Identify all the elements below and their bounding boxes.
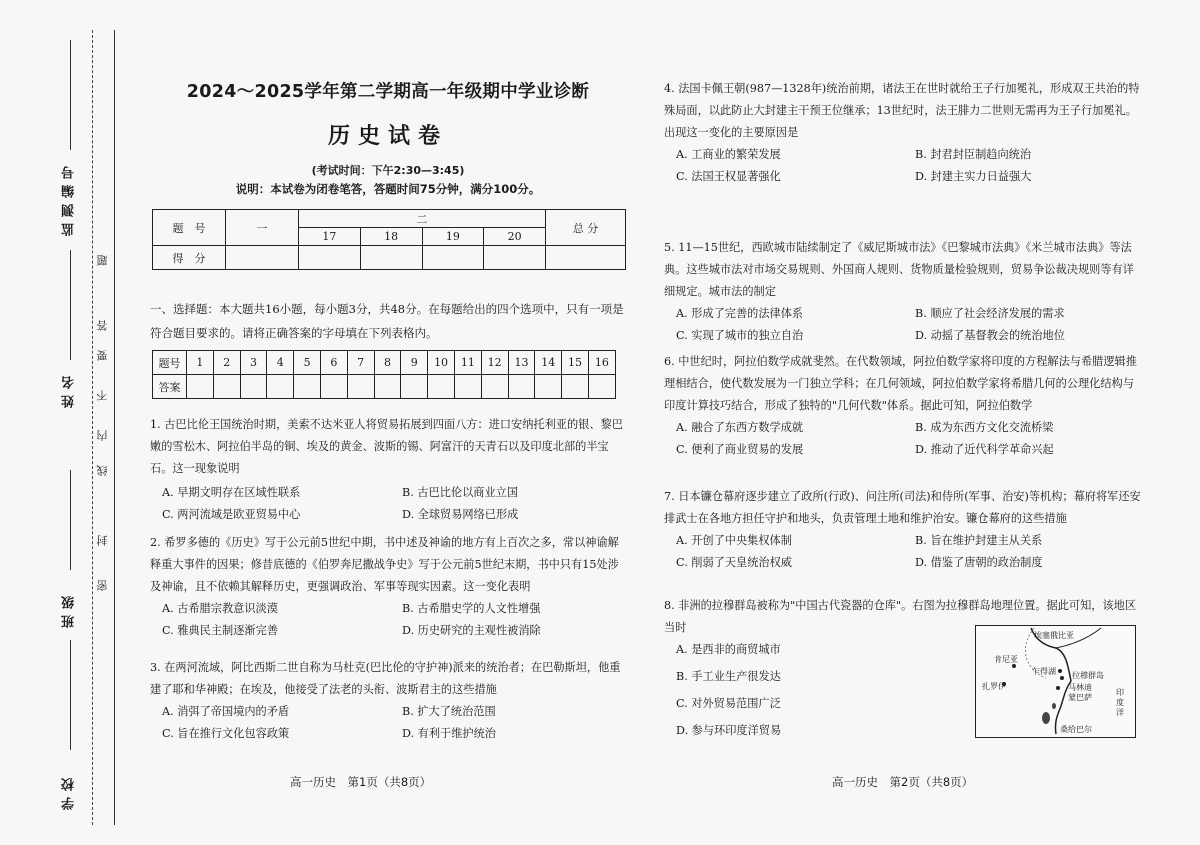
score-header-total: 总 分 — [546, 210, 626, 246]
option-a[interactable]: A. 早期文明存在区域性联系 — [162, 486, 301, 499]
map-label: 乍得湖 — [1032, 667, 1056, 676]
exam-time: (考试时间：下午2:30—3:45) — [311, 164, 465, 177]
score-cell[interactable] — [484, 246, 546, 270]
answer-input-cell[interactable] — [240, 375, 267, 399]
answer-number-cell: 5 — [294, 351, 321, 375]
answer-number-cell: 16 — [588, 351, 615, 375]
question-1 — [150, 414, 630, 526]
option-d[interactable]: D. 封建主实力日益强大 — [915, 170, 1032, 183]
map-label: 肯尼亚 — [994, 655, 1018, 664]
seal-text: 密 — [96, 580, 109, 591]
answer-number-cell: 6 — [320, 351, 347, 375]
map-label: 蒙巴萨 — [1068, 693, 1092, 702]
answer-header-tihao: 题号 — [153, 351, 187, 375]
answer-input-cell[interactable] — [562, 375, 589, 399]
option-c[interactable]: C. 实现了城市的独立自治 — [676, 329, 804, 342]
page-header — [148, 78, 628, 197]
option-b[interactable]: B. 古巴比伦以商业立国 — [402, 486, 519, 499]
map-label: 桑给巴尔 — [1060, 725, 1092, 734]
score-col: 20 — [484, 228, 546, 246]
question-6 — [664, 351, 1142, 461]
subject-title: 历史试卷 — [327, 124, 448, 149]
question-stem: 3. 在两河流域，阿比西斯二世自称为马杜克(巴比伦的守护神)派来的统治者；在巴勒斯坦，他重建了耶和华神殿；在埃及，他接受了法老的头衔、波斯君主的这些措施 — [150, 661, 621, 696]
answer-number-cell: 10 — [428, 351, 455, 375]
option-a[interactable]: A. 消弭了帝国境内的矛盾 — [162, 705, 290, 718]
answer-input-cell[interactable] — [508, 375, 535, 399]
answer-table — [152, 350, 616, 399]
score-cell[interactable] — [226, 246, 299, 270]
question-stem: 6. 中世纪时，阿拉伯数学成就斐然。在代数领域，阿拉伯数学家将印度的方程解法与希腊逻辑推理相结合，使代数发展为一门独立学科；在几何领域，阿拉伯数学家将希腊几何的公理化结构与印度计算技巧结合，形成了独特的"几何代数"体系。据此可知，阿拉伯数学 — [664, 355, 1137, 412]
answer-number-cell: 2 — [213, 351, 240, 375]
question-5 — [664, 237, 1142, 347]
seal-line — [92, 30, 93, 825]
seal-text: 不 — [96, 390, 109, 401]
name-label: 姓名 — [62, 370, 77, 408]
option-b[interactable]: B. 古希腊史学的人文性增强 — [402, 602, 541, 615]
question-2 — [150, 532, 630, 642]
binding-strip — [0, 0, 118, 845]
answer-input-cell[interactable] — [401, 375, 428, 399]
page-footer-left: 高一历史 第1页（共8页） — [290, 775, 432, 789]
option-c[interactable]: C. 便利了商业贸易的发展 — [676, 443, 804, 456]
question-7 — [664, 486, 1142, 574]
seal-text: 封 — [96, 535, 109, 546]
question-stem: 7. 日本镰仓幕府逐步建立了政所(行政)、问注所(司法)和侍所(军事、治安)等机构；幕府将军还安排武士在各地方担任守护和地头，负责管理土地和维护治安。镰仓幕府的这些措施 — [664, 490, 1141, 525]
option-a[interactable]: A. 开创了中央集权体制 — [676, 534, 792, 547]
seal-text: 题 — [96, 255, 109, 266]
option-b[interactable]: B. 成为东西方文化交流桥梁 — [915, 421, 1054, 434]
option-a[interactable]: A. 工商业的繁荣发展 — [676, 148, 781, 161]
map-label: 扎罗伊 — [982, 682, 1006, 691]
seal-text: 要 — [96, 350, 109, 361]
seal-text: 线 — [96, 465, 109, 476]
option-b[interactable]: B. 旨在维护封建主从关系 — [915, 534, 1043, 547]
option-b[interactable]: B. 扩大了统治范围 — [402, 705, 496, 718]
class-label: 班级 — [62, 590, 77, 628]
map-label: 马林迪 — [1068, 683, 1092, 692]
score-cell[interactable] — [360, 246, 422, 270]
option-d[interactable]: D. 参与环印度洋贸易 — [676, 724, 782, 737]
school-label: 学校 — [62, 772, 77, 810]
score-cell[interactable] — [546, 246, 626, 270]
option-d[interactable]: D. 推动了近代科学革命兴起 — [915, 443, 1054, 456]
id-underline — [70, 40, 71, 150]
option-c[interactable]: C. 对外贸易范围广泛 — [676, 697, 781, 710]
option-a[interactable]: A. 古希腊宗教意识淡漠 — [162, 602, 278, 615]
option-b[interactable]: B. 顺应了社会经济发展的需求 — [915, 307, 1065, 320]
option-d[interactable]: D. 有利于维护统治 — [402, 727, 496, 740]
lamu-islands-map — [975, 625, 1136, 738]
section-instruction: 一、选择题：本大题共16小题，每小题3分，共48分。在每题给出的四个选项中，只有一项是符合题目要求的。请将正确答案的字母填在下列表格内。 — [150, 302, 624, 340]
answer-number-cell: 9 — [401, 351, 428, 375]
answer-input-cell[interactable] — [320, 375, 347, 399]
score-table — [152, 209, 626, 270]
class-underline — [70, 470, 71, 570]
answer-number-cell: 12 — [481, 351, 508, 375]
answer-input-cell[interactable] — [213, 375, 240, 399]
score-header-tihao: 题 号 — [153, 210, 226, 246]
answer-number-cell: 1 — [187, 351, 214, 375]
score-col: 18 — [360, 228, 422, 246]
answer-number-cell: 3 — [240, 351, 267, 375]
name-underline — [70, 250, 71, 360]
answer-number-cell: 7 — [347, 351, 374, 375]
answer-input-cell[interactable] — [428, 375, 455, 399]
answer-number-cell: 11 — [454, 351, 481, 375]
map-label: 埃塞俄比亚 — [1034, 631, 1074, 640]
map-label: 拉穆群岛 — [1072, 671, 1104, 680]
seal-text: 答 — [96, 320, 109, 331]
question-stem: 8. 非洲的拉穆群岛被称为"中国古代瓷器的仓库"。右图为拉穆群岛地理位置。据此可知，该地区当时 — [664, 599, 1137, 634]
answer-number-cell: 15 — [562, 351, 589, 375]
margin-line — [114, 30, 115, 825]
option-a[interactable]: A. 是西非的商贸城市 — [676, 643, 781, 656]
answer-input-cell[interactable] — [374, 375, 401, 399]
question-3 — [150, 657, 630, 745]
seal-text: 内 — [96, 430, 109, 441]
exam-title: 2024～2025学年第二学期高一年级期中学业诊断 — [186, 82, 590, 102]
answer-input-cell[interactable] — [588, 375, 615, 399]
map-label: 印度洋 — [1116, 688, 1124, 717]
answer-input-cell[interactable] — [267, 375, 294, 399]
answer-number-cell: 13 — [508, 351, 535, 375]
option-c[interactable]: C. 削弱了天皇统治权威 — [676, 556, 792, 569]
school-underline — [70, 640, 71, 750]
score-header-yi: 一 — [226, 210, 299, 246]
option-c[interactable]: C. 法国王权显著强化 — [676, 170, 781, 183]
answer-number-cell: 4 — [267, 351, 294, 375]
option-d[interactable]: D. 借鉴了唐朝的政治制度 — [915, 556, 1043, 569]
answer-input-cell[interactable] — [481, 375, 508, 399]
score-col: 17 — [299, 228, 361, 246]
option-b[interactable]: B. 手工业生产很发达 — [676, 670, 781, 683]
option-d[interactable]: D. 全球贸易网络已形成 — [402, 508, 519, 521]
score-col: 19 — [422, 228, 484, 246]
score-cell[interactable] — [422, 246, 484, 270]
score-header-er: 二 — [299, 210, 546, 228]
score-cell[interactable] — [299, 246, 361, 270]
question-stem: 2. 希罗多德的《历史》写于公元前5世纪中期，书中述及神谕的地方有上百次之多，常以神谕解释重大事件的因果；修昔底德的《伯罗奔尼撒战争史》写于公元前5世纪末期，书中只有15处涉及神谕，且不依赖其解释历史，更强调政治、军事等现实因素。这一变化表明 — [150, 536, 619, 593]
answer-number-cell: 14 — [535, 351, 562, 375]
option-a[interactable]: A. 形成了完善的法律体系 — [676, 307, 804, 320]
option-d[interactable]: D. 历史研究的主观性被消除 — [402, 624, 541, 637]
option-c[interactable]: C. 两河流域是欧亚贸易中心 — [162, 508, 301, 521]
monitor-number-label: 监测编号 — [62, 160, 77, 236]
question-4 — [664, 78, 1142, 188]
answer-input-cell[interactable] — [347, 375, 374, 399]
option-c[interactable]: C. 旨在推行文化包容政策 — [162, 727, 290, 740]
question-stem: 1. 古巴比伦王国统治时期，美索不达米亚人将贸易拓展到四面八方：进口安纳托利亚的银、黎巴嫩的雪松木、阿拉伯半岛的铜、埃及的黄金、波斯的锡、阿富汗的天青石以及印度北部的半宝石。这一现象说明 — [150, 418, 623, 475]
option-d[interactable]: D. 动摇了基督教会的统治地位 — [915, 329, 1065, 342]
score-defen-label: 得 分 — [153, 246, 226, 270]
answer-input-cell[interactable] — [187, 375, 214, 399]
answer-input-cell[interactable] — [294, 375, 321, 399]
answer-input-cell[interactable] — [535, 375, 562, 399]
exam-note: 说明：本试卷为闭卷笔答，答题时间75分钟，满分100分。 — [235, 182, 541, 196]
answer-header-daan: 答案 — [153, 375, 187, 399]
option-b[interactable]: B. 封君封臣制趋向统治 — [915, 148, 1032, 161]
answer-input-cell[interactable] — [454, 375, 481, 399]
question-stem: 5. 11—15世纪，西欧城市陆续制定了《威尼斯城市法》《巴黎城市法典》《米兰城市法典》等法典。这些城市法对市场交易规则、外国商人规则、货物质量检验规则，贸易争讼裁决规则等有详细规定。城市法的制定 — [664, 241, 1134, 298]
option-a[interactable]: A. 融合了东西方数学成就 — [676, 421, 804, 434]
question-stem: 4. 法国卡佩王朝(987—1328年)统治前期，诸法王在世时就给王子行加冕礼，形成双王共治的特殊局面，以此防止大封建主干预王位继承；13世纪时，法王腓力二世则无需再为王子行加冕礼。出现这一变化的主要原因是 — [664, 82, 1140, 139]
page-footer-right: 高一历史 第2页（共8页） — [832, 775, 974, 789]
answer-number-cell: 8 — [374, 351, 401, 375]
option-c[interactable]: C. 雅典民主制逐渐完善 — [162, 624, 278, 637]
